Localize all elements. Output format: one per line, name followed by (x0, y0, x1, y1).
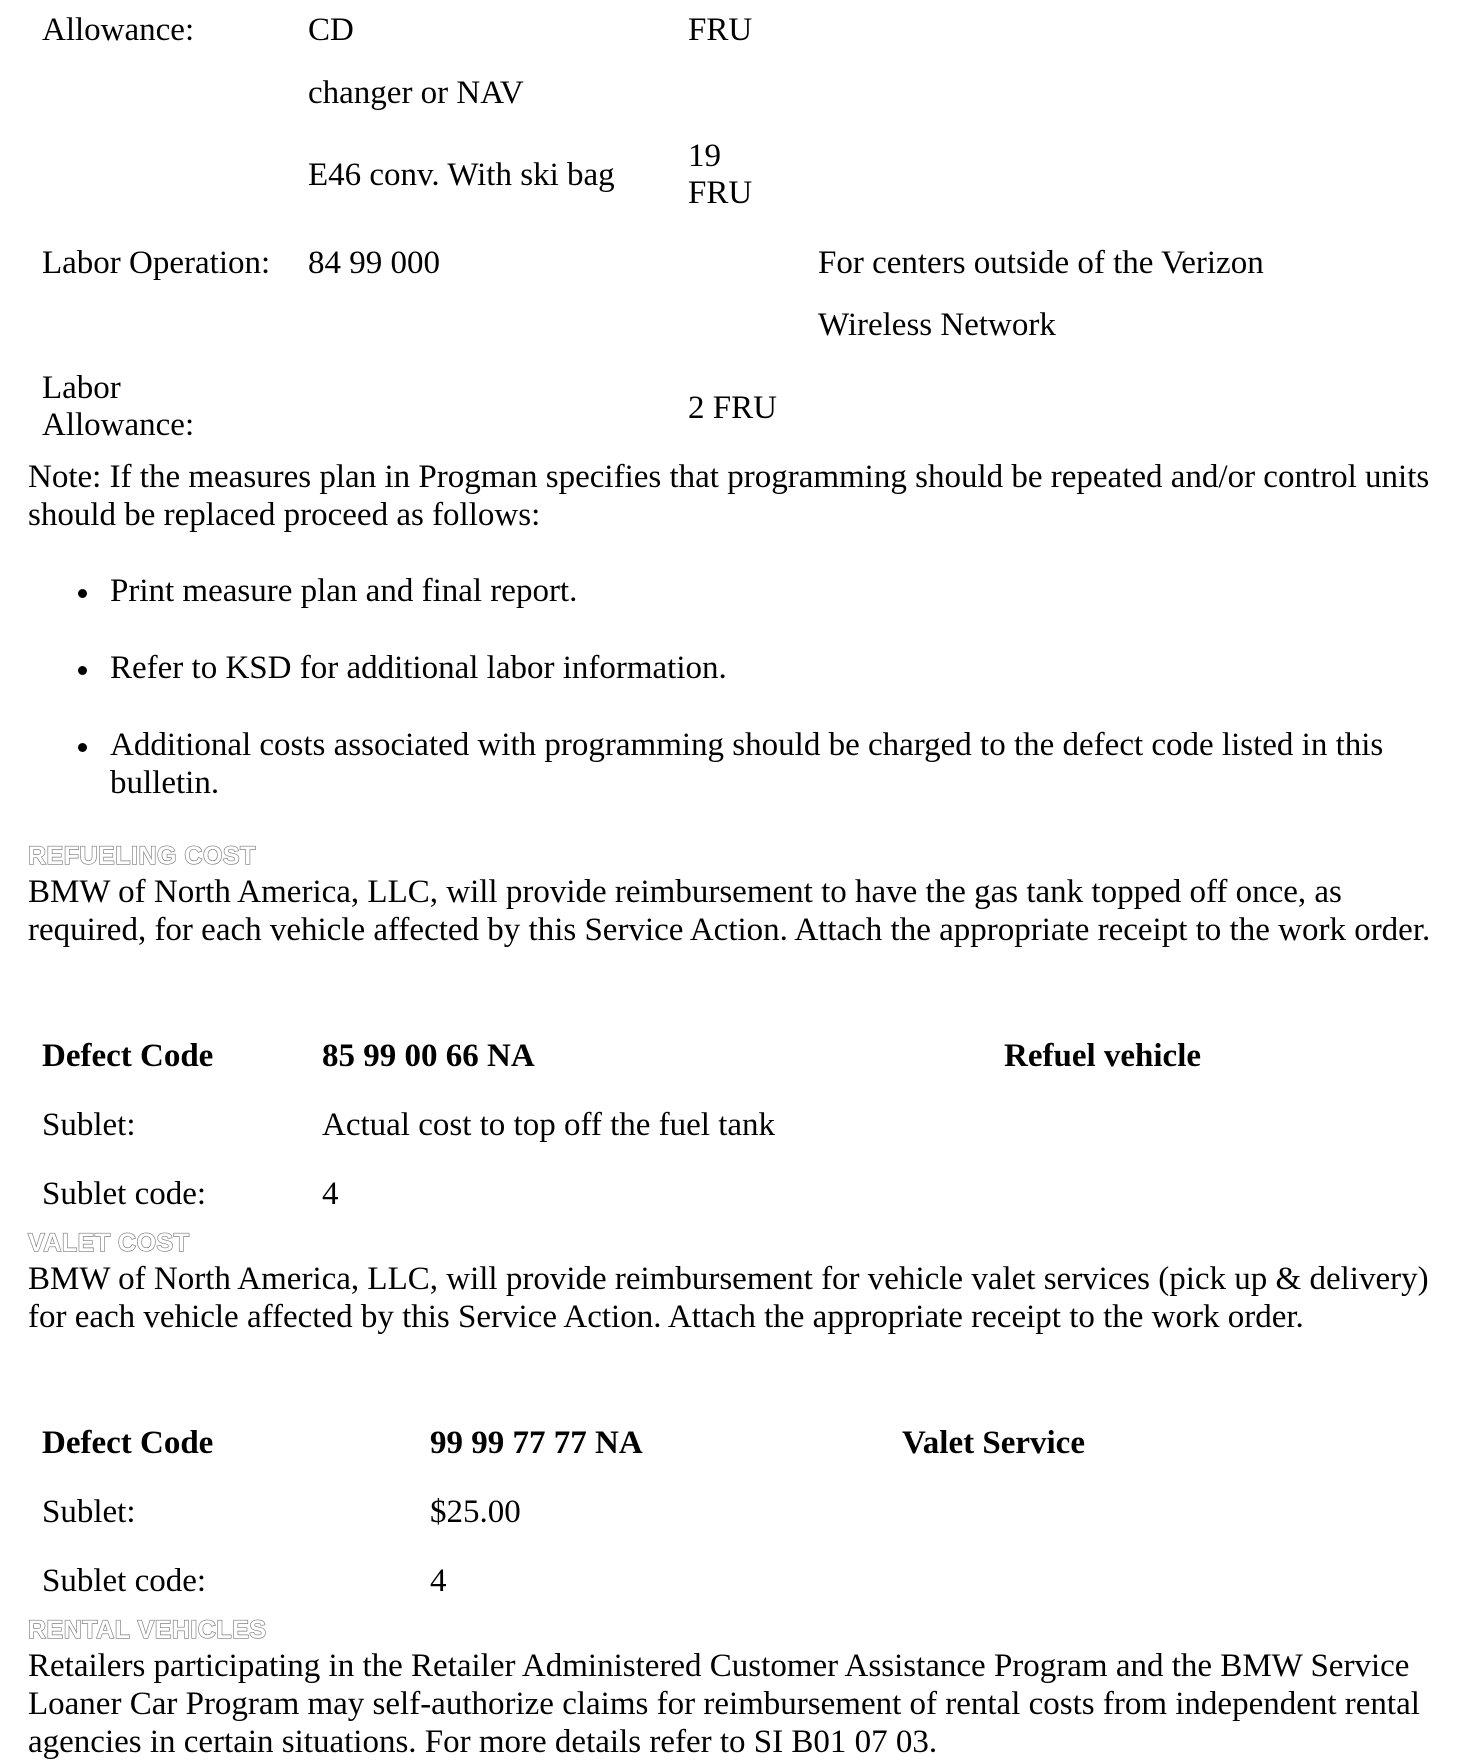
valet-sublet-value: $25.00 (430, 1494, 521, 1530)
valet-sublet-code-label: Sublet code: (42, 1563, 207, 1599)
valet-defect-label: Defect Code (42, 1425, 214, 1461)
allowance-item-cd: CD (308, 12, 354, 48)
allowance-item-changer: changer or NAV (308, 75, 524, 111)
refueling-heading: REFUELING COST (28, 842, 256, 870)
labor-allowance-value: 2 FRU (688, 390, 777, 426)
refueling-sublet-label: Sublet: (42, 1107, 136, 1143)
labor-operation-note-line1: For centers outside of the Verizon (818, 245, 1264, 281)
valet-defect-code: 99 99 77 77 NA (430, 1425, 643, 1461)
refueling-defect-desc: Refuel vehicle (1004, 1038, 1202, 1074)
labor-operation-label: Labor Operation: (42, 245, 271, 281)
labor-allowance-label-line1: Labor (42, 370, 121, 406)
refueling-sublet-value: Actual cost to top off the fuel tank (322, 1107, 776, 1143)
note-bullet-1: Print measure plan and final report. (110, 573, 578, 609)
allowance-value-cd: FRU (688, 12, 753, 48)
note-bullet-2: Refer to KSD for additional labor information. (110, 650, 727, 686)
rental-heading: RENTAL VEHICLES (28, 1616, 267, 1644)
allowance-value-e46-unit: FRU (688, 175, 753, 211)
refueling-sublet-code: 4 (322, 1176, 339, 1212)
valet-sublet-label: Sublet: (42, 1494, 136, 1530)
valet-text: BMW of North America, LLC, will provide reimbursement for vehicle valet services (pick up & delivery) for each vehicle affected by this Service Action. Attach the appropriate receipt to the work order. (28, 1261, 1429, 1335)
rental-text: Retailers participating in the Retailer Administered Customer Assistance Program and the BMW Service Loaner Car Program may self-authorize claims for reimbursement of rental costs from independent rental agencies in certain situations. For more details refer to SI B01 07 03. (28, 1648, 1420, 1760)
labor-operation-code: 84 99 000 (308, 245, 440, 281)
bullet-dot (78, 743, 87, 752)
bullet-dot (78, 589, 87, 598)
programming-note: Note: If the measures plan in Progman specifies that programming should be repeated and/or control units should be replaced proceed as follows: (28, 459, 1430, 533)
allowance-label: Allowance: (42, 12, 195, 48)
bullet-dot (78, 666, 87, 675)
refueling-sublet-code-label: Sublet code: (42, 1176, 207, 1212)
refueling-text: BMW of North America, LLC, will provide reimbursement to have the gas tank topped off once, as required, for each vehicle affected by this Service Action. Attach the appropriate receipt to the work order. (28, 874, 1431, 948)
allowance-item-e46: E46 conv. With ski bag (308, 157, 615, 193)
labor-operation-note-line2: Wireless Network (818, 307, 1056, 343)
refueling-defect-code: 85 99 00 66 NA (322, 1038, 535, 1074)
valet-heading: VALET COST (28, 1229, 190, 1257)
valet-sublet-code: 4 (430, 1563, 447, 1599)
note-bullet-3: Additional costs associated with programming should be charged to the defect code listed in this bulletin. (110, 727, 1384, 801)
labor-allowance-label-line2: Allowance: (42, 407, 195, 443)
valet-defect-desc: Valet Service (902, 1425, 1085, 1461)
allowance-value-e46-number: 19 (688, 138, 721, 174)
refueling-defect-label: Defect Code (42, 1038, 214, 1074)
